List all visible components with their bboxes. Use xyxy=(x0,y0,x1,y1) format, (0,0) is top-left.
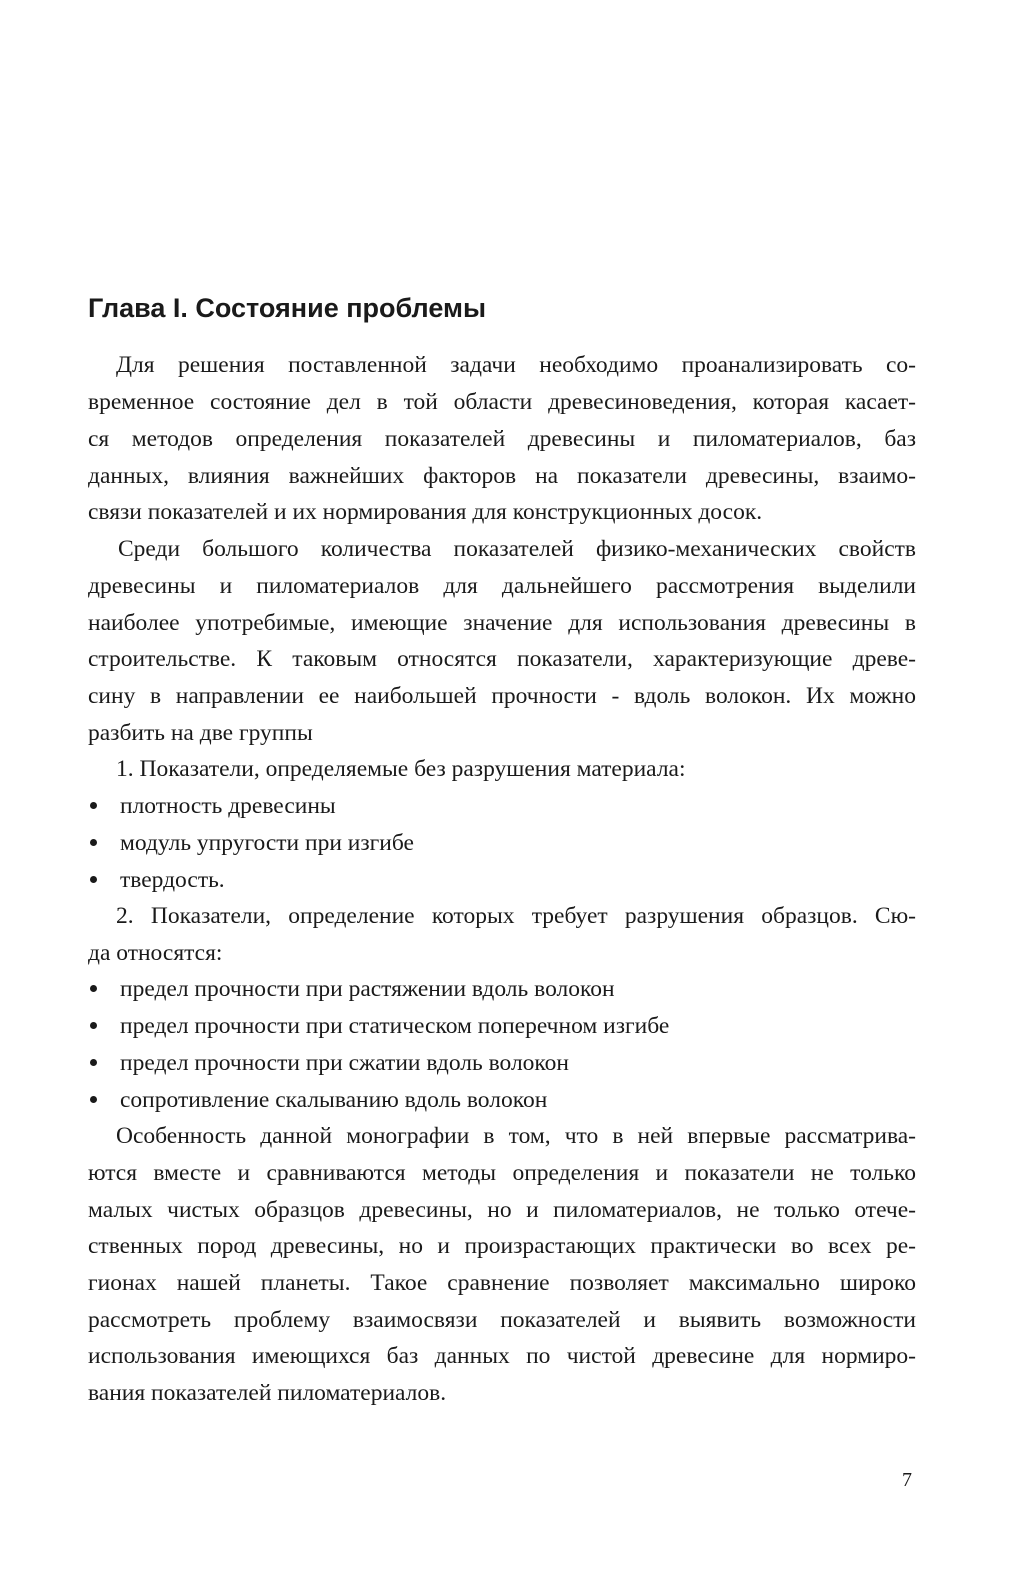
list-item-text: модуль упругости при изгибе xyxy=(120,830,414,856)
group-2-heading: 2. Показатели, определение которых требует разрушения образцов. Сю- xyxy=(116,903,916,929)
bullet-icon xyxy=(90,1059,97,1066)
paragraph-3-line: гионах нашей планеты. Такое сравнение позволяет максимально широко xyxy=(88,1270,916,1296)
list-item-text: предел прочности при статическом поперечном изгибе xyxy=(120,1013,670,1039)
paragraph-2-line: Среди большого количества показателей физико-механических свойств xyxy=(118,536,916,562)
bullet-icon xyxy=(90,1096,97,1103)
bullet-icon xyxy=(90,802,97,809)
paragraph-2-line: сину в направлении ее наибольшей прочности - вдоль волокон. Их можно xyxy=(88,683,916,709)
group-2-heading: да относятся: xyxy=(88,940,223,966)
bullet-icon xyxy=(90,839,97,846)
page-number: 7 xyxy=(902,1469,912,1491)
chapter-title: Глава I. Состояние проблемы xyxy=(88,293,487,323)
list-item xyxy=(88,971,615,1007)
paragraph-1-line: Для решения поставленной задачи необходимо проанализировать со- xyxy=(116,352,916,378)
paragraph-3-line: вания показателей пиломатериалов. xyxy=(88,1380,447,1406)
paragraph-3-line: ются вместе и сравниваются методы определения и показатели не только xyxy=(88,1160,916,1186)
list-item-text: сопротивление скалыванию вдоль волокон xyxy=(120,1087,548,1113)
paragraph-1-line: данных, влияния важнейших факторов на показатели древесины, взаимо- xyxy=(88,463,916,489)
list-item-text: плотность древесины xyxy=(120,793,336,819)
paragraph-1-line: связи показателей и их нормирования для конструкционных досок. xyxy=(88,499,763,525)
bullet-icon xyxy=(90,876,97,883)
bullet-icon xyxy=(90,985,97,992)
paragraph-2-line: разбить на две группы xyxy=(88,720,313,746)
paragraph-3-line: Особенность данной монографии в том, что в ней впервые рассматрива- xyxy=(116,1123,916,1149)
paragraph-2-line: строительстве. К таковым относятся показатели, характеризующие древе- xyxy=(88,646,916,672)
paragraph-1-line: временное состояние дел в той области древесиноведения, которая касает- xyxy=(88,389,916,415)
paragraph-2-line: наиболее употребимые, имеющие значение для использования древесины в xyxy=(88,610,916,636)
list-item xyxy=(88,825,414,861)
group-1-heading: 1. Показатели, определяемые без разрушения материала: xyxy=(116,756,686,782)
list-item-text: предел прочности при сжатии вдоль волокон xyxy=(120,1050,569,1076)
list-item xyxy=(88,1008,669,1044)
paragraph-3-line: рассмотреть проблему взаимосвязи показателей и выявить возможности xyxy=(88,1307,916,1333)
list-item xyxy=(88,788,336,824)
list-item xyxy=(88,1045,569,1081)
paragraph-1-line: ся методов определения показателей древесины и пиломатериалов, баз xyxy=(88,426,916,452)
paragraph-3-line: ственных пород древесины, но и произрастающих практически во всех ре- xyxy=(88,1233,916,1259)
paragraph-2-line: древесины и пиломатериалов для дальнейшего рассмотрения выделили xyxy=(88,573,916,599)
paragraph-3-line: малых чистых образцов древесины, но и пиломатериалов, не только отече- xyxy=(88,1197,916,1223)
list-item xyxy=(88,1082,547,1118)
bullet-icon xyxy=(90,1022,97,1029)
list-item-text: предел прочности при растяжении вдоль волокон xyxy=(120,976,615,1002)
paragraph-3-line: использования имеющихся баз данных по чистой древесине для нормиро- xyxy=(88,1343,916,1369)
list-item-text: твердость. xyxy=(120,867,225,893)
list-item xyxy=(88,862,225,898)
